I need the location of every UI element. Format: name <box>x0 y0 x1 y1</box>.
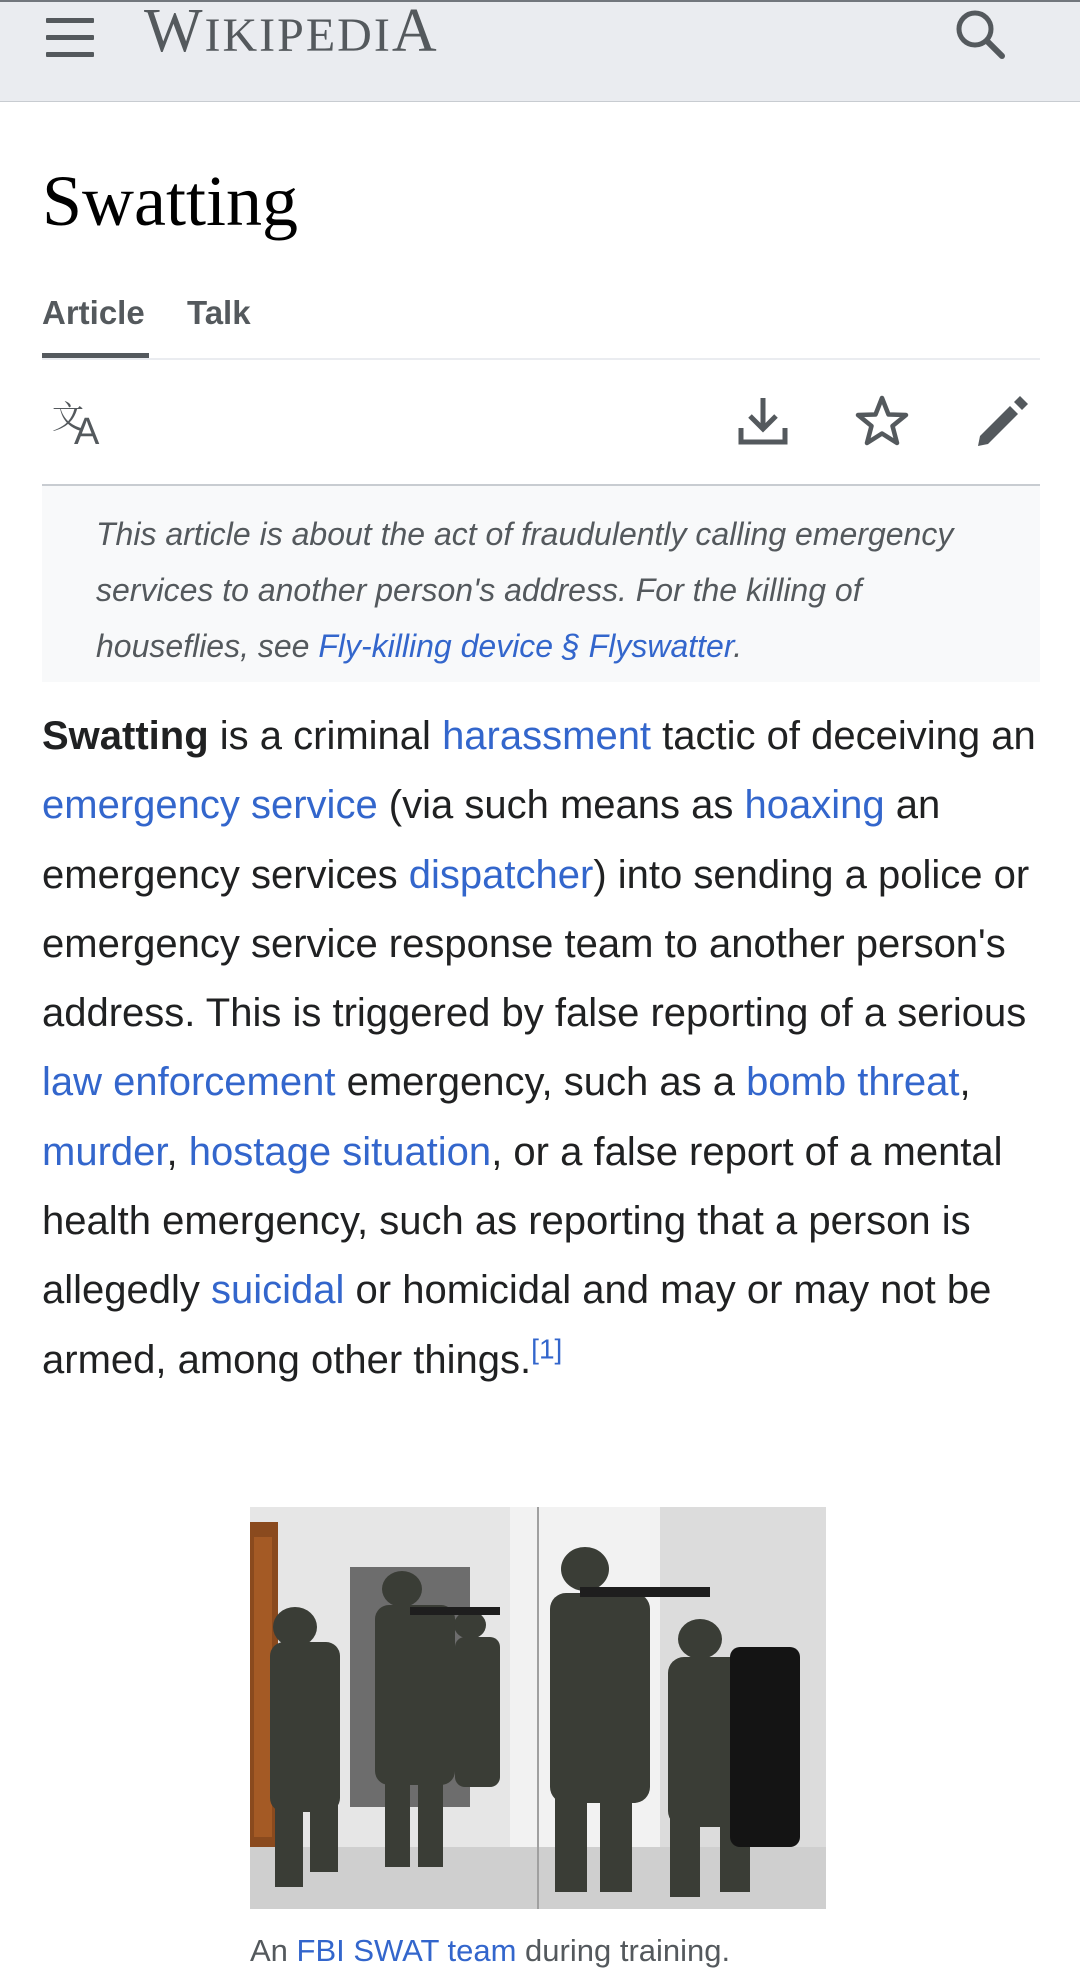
language-icon[interactable] <box>52 396 108 448</box>
swat-team-photo[interactable] <box>250 1507 826 1909</box>
pencil-icon[interactable] <box>974 394 1030 450</box>
link-harassment[interactable]: harassment <box>442 714 652 758</box>
tab-talk[interactable]: Talk <box>187 294 251 331</box>
svg-text:文: 文 <box>52 398 85 436</box>
star-icon[interactable] <box>854 394 910 448</box>
link-hostage-situation[interactable]: hostage situation <box>188 1129 492 1174</box>
tab-article-label: Article <box>42 294 145 331</box>
link-hoaxing[interactable]: hoaxing <box>744 783 885 828</box>
article-subject-bold: Swatting <box>42 714 209 758</box>
link-murder[interactable]: murder <box>42 1129 167 1174</box>
svg-text:A: A <box>74 411 100 448</box>
download-icon[interactable] <box>736 394 790 448</box>
search-icon[interactable] <box>952 6 1008 62</box>
link-bomb-threat[interactable]: bomb threat <box>746 1060 960 1105</box>
hamburger-menu-icon[interactable] <box>44 16 96 60</box>
hatnote: This article is about the act of fraudulently calling emergency services to another person's address. For the killing of houseflies, see Fly-killing device § Flyswatter. <box>42 486 1040 682</box>
link-dispatcher[interactable]: dispatcher <box>408 852 594 897</box>
link-fbi-swat-team[interactable]: FBI SWAT team <box>296 1933 517 1968</box>
page-tabs <box>42 288 1040 360</box>
article-lead-paragraph: Swatting is a criminal harassment tactic of deceiving an emergency service (via such means as hoaxing an emergency services dispatcher) into sending a police or emergency service response team to another person's address. This is triggered by false reporting of a serious law enforcement emergency, such as a bomb threat, murder, hostage situation, or a false report of a mental health emergency, such as reporting that a person is allegedly suicidal or homicidal and may or may not be armed, among other things.[1] <box>42 714 1036 1382</box>
link-law-enforcement[interactable]: law enforcement <box>42 1060 336 1105</box>
active-tab-indicator <box>42 353 149 358</box>
page-title: Swatting <box>42 161 299 241</box>
wikipedia-wordmark[interactable]: WIKIPEDIA <box>144 0 439 65</box>
link-emergency-service[interactable]: emergency service <box>42 783 378 828</box>
figure-caption: An FBI SWAT team during training. <box>250 1933 731 1968</box>
top-header <box>0 0 1080 102</box>
hatnote-link-flyswatter[interactable]: Fly-killing device § Flyswatter <box>318 628 734 664</box>
tab-article[interactable] <box>42 288 145 338</box>
reference-1[interactable]: [1] <box>531 1333 563 1365</box>
page-actions-bar <box>42 360 1040 486</box>
link-suicidal[interactable]: suicidal <box>211 1268 345 1313</box>
